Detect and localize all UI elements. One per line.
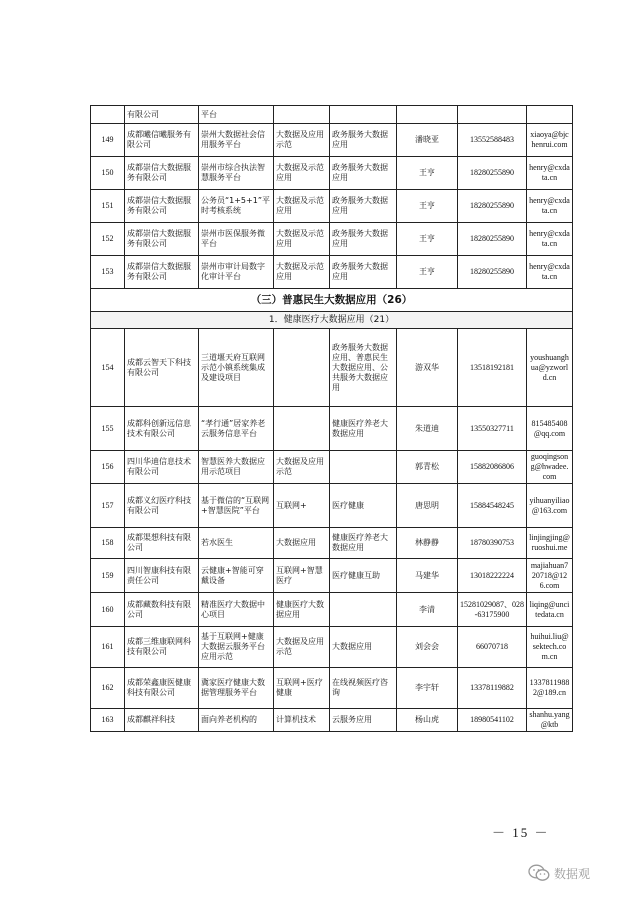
table-row xyxy=(91,256,573,289)
cell-type: 大数据应用 xyxy=(274,528,330,559)
cell-no: 160 xyxy=(91,593,125,627)
cell-no xyxy=(91,106,125,124)
cell-project: 崇州市综合执法智慧服务平台 xyxy=(199,157,274,190)
cell-no: 151 xyxy=(91,190,125,223)
watermark xyxy=(528,864,590,882)
cell-contact: 郭青松 xyxy=(397,451,458,484)
cell-contact: 游双华 xyxy=(397,329,458,407)
cell-contact: 王亨 xyxy=(397,256,458,289)
cell-company: 有限公司 xyxy=(125,106,199,124)
table-row xyxy=(91,593,573,627)
cell-contact: 林静静 xyxy=(397,528,458,559)
table-row xyxy=(91,223,573,256)
cell-no: 154 xyxy=(91,329,125,407)
cell-category: 政务服务大数据应用 xyxy=(330,124,397,157)
cell-project: 智慧医养大数据应用示范项目 xyxy=(199,451,274,484)
cell-company: 成都崇信大数据服务有限公司 xyxy=(125,190,199,223)
cell-type: 计算机技术 xyxy=(274,709,330,732)
cell-email: majiahuan720718@126.com xyxy=(527,559,573,593)
cell-type xyxy=(274,106,330,124)
cell-contact: 潘晓亚 xyxy=(397,124,458,157)
cell-project: 云健康+智能可穿戴设备 xyxy=(199,559,274,593)
cell-email: xiaoya@bjchenrui.com xyxy=(527,124,573,157)
cell-type: 大数据及应用示范 xyxy=(274,451,330,484)
cell-email: 13378119882@189.cn xyxy=(527,668,573,709)
section-row xyxy=(91,289,573,312)
cell-no: 161 xyxy=(91,627,125,668)
cell-project: 精准医疗大数据中心项目 xyxy=(199,593,274,627)
cell-company: 成都麒祥科技 xyxy=(125,709,199,732)
table-row xyxy=(91,451,573,484)
cell-email xyxy=(527,106,573,124)
table-row xyxy=(91,627,573,668)
cell-no: 159 xyxy=(91,559,125,593)
cell-project: 三道堰天府互联网示范小镇系统集成及建设项目 xyxy=(199,329,274,407)
cell-type xyxy=(274,329,330,407)
cell-type: 大数据及示范应用 xyxy=(274,190,330,223)
cell-category: 大数据应用 xyxy=(330,627,397,668)
cell-category: 医疗健康 xyxy=(330,484,397,528)
cell-category: 在线视频医疗咨询 xyxy=(330,668,397,709)
cell-company: 成都崇信大数据服务有限公司 xyxy=(125,157,199,190)
cell-phone: 18280255890 xyxy=(458,256,527,289)
cell-company: 成都云智天下科技有限公司 xyxy=(125,329,199,407)
cell-contact: 王亨 xyxy=(397,157,458,190)
cell-contact: 马建华 xyxy=(397,559,458,593)
cell-project: 冀家医疗健康大数据管理服务平台 xyxy=(199,668,274,709)
cell-category xyxy=(330,593,397,627)
cell-company: 成都崇信大数据服务有限公司 xyxy=(125,256,199,289)
cell-company: 成都渠想科技有限公司 xyxy=(125,528,199,559)
section-title: （三）普惠民生大数据应用（26） xyxy=(91,289,573,312)
cell-email: henry@cxdata.cn xyxy=(527,190,573,223)
cell-email: linjingjing@ruoshui.me xyxy=(527,528,573,559)
cell-email: yihuanyiliao@163.com xyxy=(527,484,573,528)
cell-project: 平台 xyxy=(199,106,274,124)
cell-category: 政务服务大数据应用 xyxy=(330,223,397,256)
table-row xyxy=(91,668,573,709)
cell-type: 大数据及示范应用 xyxy=(274,157,330,190)
cell-phone: 15884548245 xyxy=(458,484,527,528)
table-row xyxy=(91,484,573,528)
cell-type: 互联网+医疗健康 xyxy=(274,668,330,709)
cell-project: 崇州市审计局数字化审计平台 xyxy=(199,256,274,289)
cell-phone: 18780390753 xyxy=(458,528,527,559)
cell-type: 大数据及示范应用 xyxy=(274,223,330,256)
cell-phone: 13518192181 xyxy=(458,329,527,407)
cell-phone: 18280255890 xyxy=(458,190,527,223)
cell-project: 若水医生 xyxy=(199,528,274,559)
cell-no: 163 xyxy=(91,709,125,732)
cell-phone: 18980541102 xyxy=(458,709,527,732)
cell-type: 大数据及示范应用 xyxy=(274,256,330,289)
cell-category: 健康医疗养老大数据应用 xyxy=(330,528,397,559)
cell-project: 崇州市医保服务微平台 xyxy=(199,223,274,256)
cell-contact: 王亨 xyxy=(397,190,458,223)
cell-company: 成都崇信大数据服务有限公司 xyxy=(125,223,199,256)
cell-phone: 13550327711 xyxy=(458,407,527,451)
cell-phone: 15882086806 xyxy=(458,451,527,484)
cell-email: henry@cxdata.cn xyxy=(527,223,573,256)
cell-company: 成都义幻医疗科技有限公司 xyxy=(125,484,199,528)
cell-contact: 杨山虎 xyxy=(397,709,458,732)
table-row xyxy=(91,407,573,451)
cell-phone: 13552588483 xyxy=(458,124,527,157)
wechat-icon xyxy=(528,864,550,882)
table-row-continued xyxy=(91,106,573,124)
cell-email: henry@cxdata.cn xyxy=(527,157,573,190)
cell-project: 基于互联网+健康大数据云服务平台应用示范 xyxy=(199,627,274,668)
table-row xyxy=(91,559,573,593)
cell-category: 政务服务大数据应用、普惠民生大数据应用、公共服务大数据应用 xyxy=(330,329,397,407)
cell-project: 基于微信的“互联网+智慧医院”平台 xyxy=(199,484,274,528)
table-row xyxy=(91,528,573,559)
table-row xyxy=(91,157,573,190)
page-number: － 15 － xyxy=(492,825,550,840)
table-row xyxy=(91,190,573,223)
cell-no: 149 xyxy=(91,124,125,157)
table-row xyxy=(91,709,573,732)
cell-company: 成都曦信曦服务有限公司 xyxy=(125,124,199,157)
cell-phone xyxy=(458,106,527,124)
cell-phone: 13378119882 xyxy=(458,668,527,709)
cell-email: youshuanghua@yzworld.cn xyxy=(527,329,573,407)
cell-company: 成都科创新远信息技术有限公司 xyxy=(125,407,199,451)
cell-phone: 15281029087、028-63175900 xyxy=(458,593,527,627)
project-table xyxy=(90,105,573,732)
cell-no: 156 xyxy=(91,451,125,484)
cell-contact: 李清 xyxy=(397,593,458,627)
cell-email: 815485408@qq.com xyxy=(527,407,573,451)
cell-no: 150 xyxy=(91,157,125,190)
cell-type: 互联网+ xyxy=(274,484,330,528)
cell-type: 健康医疗大数据应用 xyxy=(274,593,330,627)
table-row xyxy=(91,329,573,407)
subsection-title: 1．健康医疗大数据应用（21） xyxy=(91,312,573,329)
cell-company: 成都藏数科技有限公司 xyxy=(125,593,199,627)
cell-project: “孝行通”居家养老云服务信息平台 xyxy=(199,407,274,451)
cell-no: 153 xyxy=(91,256,125,289)
cell-type: 大数据及应用示范 xyxy=(274,124,330,157)
cell-phone: 13018222224 xyxy=(458,559,527,593)
subsection-row xyxy=(91,312,573,329)
cell-phone: 18280255890 xyxy=(458,223,527,256)
cell-email: henry@cxdata.cn xyxy=(527,256,573,289)
cell-contact xyxy=(397,106,458,124)
watermark-text: 数据观 xyxy=(554,866,591,881)
cell-phone: 66070718 xyxy=(458,627,527,668)
cell-contact: 王亨 xyxy=(397,223,458,256)
cell-no: 162 xyxy=(91,668,125,709)
table-row xyxy=(91,124,573,157)
cell-company: 成都荣鑫康医健康科技有限公司 xyxy=(125,668,199,709)
cell-category xyxy=(330,106,397,124)
cell-category: 医疗健康互助 xyxy=(330,559,397,593)
cell-category xyxy=(330,451,397,484)
cell-company: 四川华迪信息技术有限公司 xyxy=(125,451,199,484)
cell-no: 152 xyxy=(91,223,125,256)
cell-project: 面向养老机构的 xyxy=(199,709,274,732)
cell-company: 四川智康科技有限责任公司 xyxy=(125,559,199,593)
cell-no: 158 xyxy=(91,528,125,559)
cell-email: liqing@uncitedata.cn xyxy=(527,593,573,627)
cell-category: 健康医疗养老大数据应用 xyxy=(330,407,397,451)
cell-category: 云服务应用 xyxy=(330,709,397,732)
cell-email: shanhu.yang@ktb xyxy=(527,709,573,732)
cell-category: 政务服务大数据应用 xyxy=(330,190,397,223)
cell-email: huihui.liu@sektech.com.cn xyxy=(527,627,573,668)
cell-company: 成都三维康联网科技有限公司 xyxy=(125,627,199,668)
cell-category: 政务服务大数据应用 xyxy=(330,256,397,289)
cell-category: 政务服务大数据应用 xyxy=(330,157,397,190)
cell-project: 公务员“1+5+1”平时考核系统 xyxy=(199,190,274,223)
cell-phone: 18280255890 xyxy=(458,157,527,190)
cell-no: 155 xyxy=(91,407,125,451)
cell-email: guoqingsong@hwadee.com xyxy=(527,451,573,484)
cell-contact: 朱道迪 xyxy=(397,407,458,451)
cell-contact: 唐思明 xyxy=(397,484,458,528)
cell-type xyxy=(274,407,330,451)
cell-type: 大数据及应用示范 xyxy=(274,627,330,668)
cell-contact: 李宇轩 xyxy=(397,668,458,709)
cell-type: 互联网+智慧医疗 xyxy=(274,559,330,593)
cell-project: 崇州大数据社会信用服务平台 xyxy=(199,124,274,157)
cell-contact: 刘会会 xyxy=(397,627,458,668)
cell-no: 157 xyxy=(91,484,125,528)
